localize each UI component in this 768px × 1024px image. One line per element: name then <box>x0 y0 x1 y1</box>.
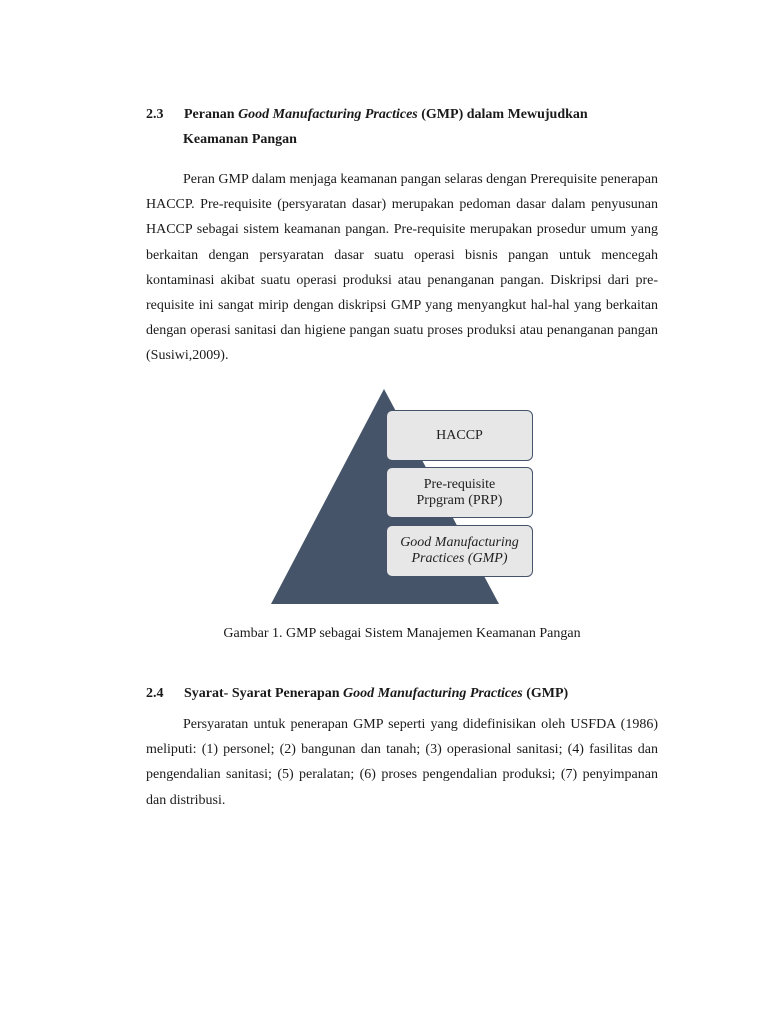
pyramid-level-haccp: HACCP <box>386 410 533 461</box>
section-number: 2.4 <box>146 686 164 701</box>
section-number: 2.3 <box>146 107 164 122</box>
title-italic: Good Manufacturing Practices <box>238 107 418 122</box>
section-title: Syarat- Syarat Penerapan Good Manufacturing Practices (GMP) <box>184 686 569 701</box>
section-title-line2: Keamanan Pangan <box>183 132 297 147</box>
section-title: Peranan Good Manufacturing Practices (GMP) dalam Mewujudkan <box>184 107 588 122</box>
paragraph-gmp-requirements: Persyaratan untuk penerapan GMP seperti yang didefinisikan oleh USFDA (1986) meliputi: (1) personel; (2) bangunan dan tanah; (3) operasional sanitasi; (4) fasilitas dan pengendalian sanitasi; (5) peralatan; (6) proses pengendalian produksi; (7) penyimpanan dan distribusi. <box>146 717 658 808</box>
title-italic: Good Manufacturing Practices <box>343 686 523 701</box>
figure-caption: Gambar 1. GMP sebagai Sistem Manajemen Keamanan Pangan <box>223 626 581 641</box>
pyramid-level-prp: Pre-requisite Prpgram (PRP) <box>386 467 533 518</box>
pyramid-level-gmp: Good Manufacturing Practices (GMP) <box>386 525 533 577</box>
paragraph-gmp-role: Peran GMP dalam menjaga keamanan pangan selaras dengan Prerequisite penerapan HACCP. Pre-requisite (persyaratan dasar) merupakan pedoman dasar dalam penyusunan HACCP sebagai sistem keamanan pangan. Pre-requisite merupakan prosedur umum yang berkaitan dengan persyaratan dasar suatu operasi bisnis pangan untuk mencegah kontaminasi akibat suatu operasi produksi atau penanganan pangan. Diskripsi dari pre-requisite ini sangat mirip dengan diskripsi GMP yang menyangkut hal-hal yang berkaitan dengan operasi sanitasi dan higiene pangan suatu proses produksi atau penanganan pangan (Susiwi,2009). <box>146 172 658 364</box>
